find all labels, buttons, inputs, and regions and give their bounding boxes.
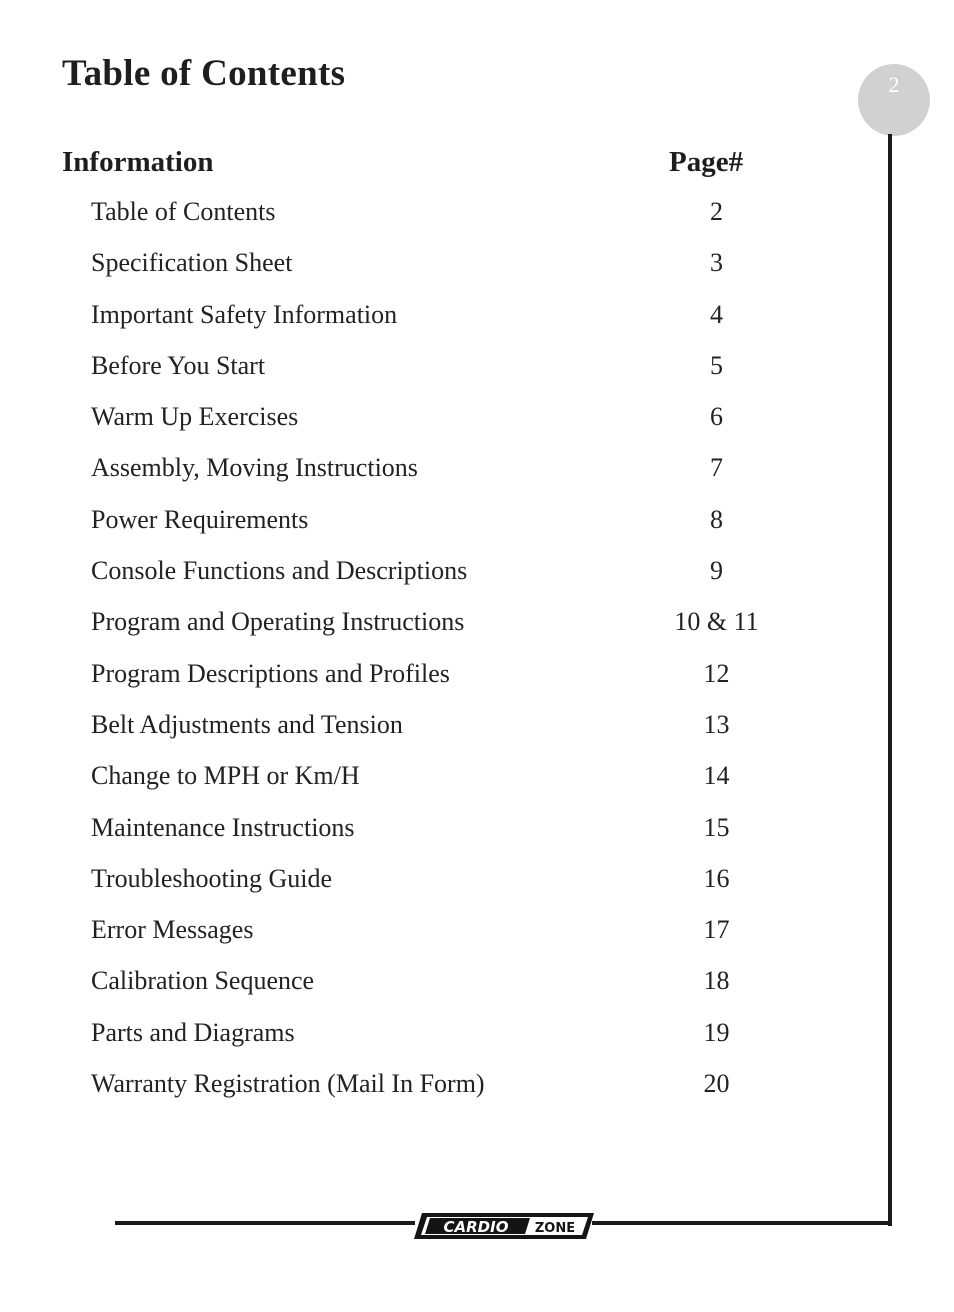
toc-entry-title: Warranty Registration (Mail In Form) <box>91 1069 485 1099</box>
page-number-badge <box>858 64 930 136</box>
right-border-line <box>888 134 892 1226</box>
toc-entry-page: 17 <box>703 915 730 945</box>
logo-primary-text: CARDIO <box>443 1218 509 1236</box>
toc-entry-page: 16 <box>703 863 730 893</box>
toc-entry-page: 2 <box>710 197 723 226</box>
toc-entry[interactable] <box>0 453 880 504</box>
cardiozone-logo <box>414 1211 594 1241</box>
toc-list <box>0 197 880 1120</box>
toc-entry-page: 9 <box>710 556 723 586</box>
logo-secondary-text: ZONE <box>534 1221 576 1236</box>
toc-entry[interactable] <box>0 915 880 966</box>
toc-entry[interactable] <box>0 248 880 299</box>
toc-entry-page: 18 <box>703 966 730 996</box>
toc-entry-title: Calibration Sequence <box>91 966 315 996</box>
toc-entry-title: Program Descriptions and Profiles <box>91 658 450 688</box>
toc-entry[interactable] <box>0 813 880 864</box>
toc-entry[interactable] <box>0 966 880 1017</box>
toc-entry-title: Change to MPH or Km/H <box>91 761 360 791</box>
toc-entry-title: Important Safety Information <box>91 299 398 329</box>
toc-entry-title: Table of Contents <box>91 197 276 226</box>
toc-entry-page: 4 <box>710 299 723 329</box>
toc-entry[interactable] <box>0 659 880 710</box>
toc-entry-page: 20 <box>703 1069 730 1099</box>
toc-entry[interactable] <box>0 1018 880 1069</box>
information-column-header: Information <box>62 146 214 178</box>
toc-entry[interactable] <box>0 197 880 248</box>
toc-entry-page: 15 <box>703 812 730 842</box>
toc-entry-title: Before You Start <box>91 350 266 380</box>
page-column-header: Page# <box>669 146 744 178</box>
page-number: 2 <box>888 72 900 97</box>
toc-entry-page: 13 <box>703 709 730 739</box>
toc-entry-page: 14 <box>703 761 730 791</box>
footer-rule-left <box>115 1221 415 1225</box>
toc-entry[interactable] <box>0 402 880 453</box>
toc-entry-page: 12 <box>703 658 730 688</box>
page-title: Table of Contents <box>62 53 346 94</box>
toc-entry[interactable] <box>0 864 880 915</box>
toc-entry-title: Power Requirements <box>91 504 309 534</box>
toc-entry-page: 6 <box>710 402 723 432</box>
toc-entry[interactable] <box>0 556 880 607</box>
toc-entry[interactable] <box>0 761 880 812</box>
toc-entry[interactable] <box>0 710 880 761</box>
toc-entry-title: Assembly, Moving Instructions <box>91 453 418 483</box>
toc-entry-title: Troubleshooting Guide <box>91 863 332 893</box>
toc-entry-title: Warm Up Exercises <box>91 402 299 432</box>
toc-entry-title: Parts and Diagrams <box>91 1017 295 1047</box>
toc-entry[interactable] <box>0 300 880 351</box>
toc-entry[interactable] <box>0 505 880 556</box>
toc-entry-title: Maintenance Instructions <box>91 812 355 842</box>
toc-entry-page: 5 <box>710 350 723 380</box>
toc-entry-title: Error Messages <box>91 915 254 945</box>
footer-rule-right <box>592 1221 892 1225</box>
toc-entry[interactable] <box>0 351 880 402</box>
toc-entry-page: 10 & 11 <box>674 607 759 637</box>
toc-entry[interactable] <box>0 607 880 658</box>
toc-entry-page: 19 <box>703 1017 730 1047</box>
toc-entry-title: Console Functions and Descriptions <box>91 556 468 586</box>
toc-entry-title: Specification Sheet <box>91 248 293 278</box>
toc-entry-page: 3 <box>710 248 723 278</box>
toc-entry[interactable] <box>0 1069 880 1120</box>
toc-entry-title: Belt Adjustments and Tension <box>91 709 403 739</box>
toc-entry-page: 8 <box>710 504 723 534</box>
toc-entry-page: 7 <box>710 453 723 483</box>
toc-entry-title: Program and Operating Instructions <box>91 607 465 637</box>
